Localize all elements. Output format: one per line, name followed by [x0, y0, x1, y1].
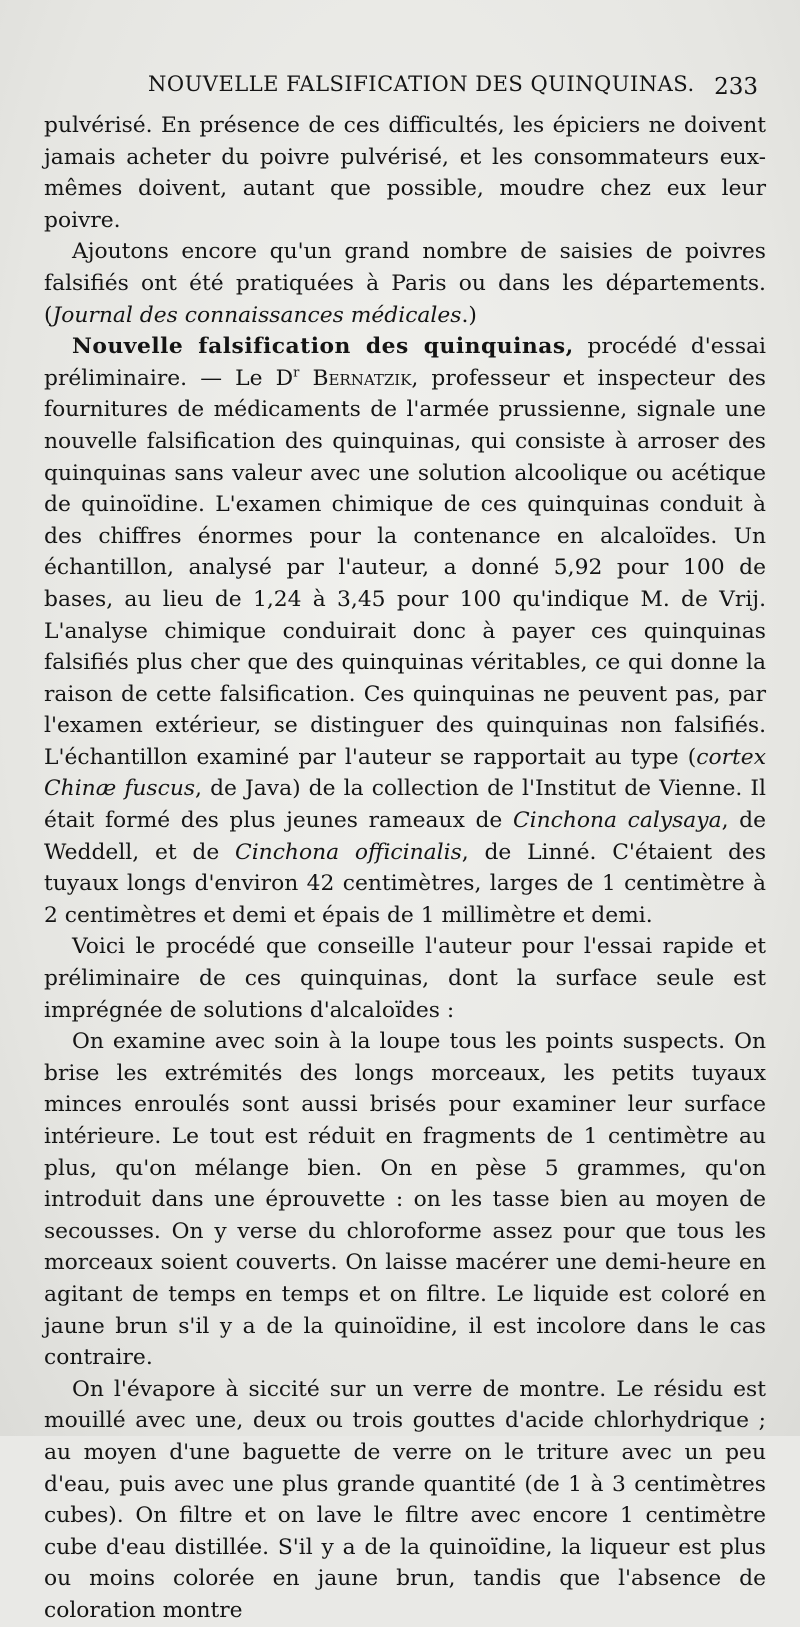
paragraph-quinquina-part-e: , de Linné. C'étaient des tuyaux longs d'environ 42 centimètres, larges de 1 centimètre à 2 centimètres et demi et épais de 1 millimètre et demi. [44, 839, 766, 928]
paragraph-procedure-examination: On examine avec soin à la loupe tous les points suspects. On brise les extrémités des longs morceaux, les petits tuyaux minces enroulés sont aussi brisés pour examiner leur surface intérieure. Le tout est réduit en fragments de 1 centimètre au plus, qu'on mélange bien. On en pèse 5 grammes, qu'on introduit dans une éprouvette : on les tasse bien au moyen de secousses. On y verse du chloroforme assez pour que tous les morceaux soient couverts. On laisse macérer une demi-heure en agitant de temps en temps et on filtre. Le liquide est coloré en jaune brun s'il y a de la quinoïdine, il est incolore dans le cas contraire. [44, 1029, 766, 1371]
author-name: Bernatzik [312, 365, 412, 391]
species-calysaya: Cinchona calysaya [512, 808, 722, 834]
journal-citation: Journal des connaissances médicales [52, 302, 462, 328]
body-text [44, 110, 766, 1627]
species-cortex: cortex Chinæ fuscus [44, 744, 766, 802]
paragraph-quinquina-part-c: , de Java) de la collection de l'Institut de Vienne. Il était formé des plus jeunes rameaux de [44, 776, 766, 834]
section-heading: Nouvelle falsification des quinquinas, [72, 334, 574, 360]
running-head [44, 66, 766, 106]
paragraph-quinquina-part-b: , professeur et inspecteur des fournitures de médicaments de l'armée prussienne, signale une nouvelle falsification des quinquinas, qui consiste à arroser des quinquinas sans valeur avec une solution alcoolique ou acétique de quinoïdine. L'examen chimique de ces quinquinas conduit à des chiffres énormes pour la contenance en alcaloïdes. Un échantillon, analysé par l'auteur, a donné 5,92 pour 100 de bases, au lieu de 1,24 à 3,45 pour 100 qu'indique M. de Vrij. L'analyse chimique conduirait donc à payer ces quinquinas falsifiés plus cher que des quinquinas véritables, ce qui donne la raison de cette falsification. Ces quinquinas ne peuvent pas, par l'examen extérieur, se distinguer des quinquinas non falsifiés. L'échantillon examiné par l'auteur se rapportait au type ( [44, 365, 766, 770]
paragraph-pepper-seizures-text: Ajoutons encore qu'un grand nombre de saisies de poivres falsifiés ont été pratiquées à Paris ou dans les départements. ( [44, 239, 766, 328]
page-number: 233 [714, 74, 758, 100]
paragraph-quinquina-part-a: procédé d'essai préliminaire. — Le D [44, 334, 767, 391]
paragraph-pepper-seizures [44, 236, 766, 331]
journal-citation-end: .) [461, 302, 477, 328]
doctor-superscript: r [293, 365, 300, 381]
paragraph-quinquina-part-d: , de Weddell, et de [44, 808, 766, 865]
species-officinalis: Cinchona officinalis [235, 839, 462, 865]
paragraph-quinquina-falsification [44, 331, 766, 931]
paragraph-pepper-conclusion: pulvérisé. En présence de ces difficultés, les épiciers ne doivent jamais acheter du poivre pulvérisé, et les consommateurs eux-mêmes doivent, autant que possible, moudre chez eux leur poivre. [44, 113, 766, 233]
running-title: NOUVELLE FALSIFICATION DES QUINQUINAS. [148, 72, 695, 96]
paragraph-procedure-evaporation: On l'évapore à siccité sur un verre de montre. Le résidu est mouillé avec une, deux ou trois gouttes d'acide chlorhydrique ; au moyen d'une baguette de verre on le triture avec un peu d'eau, puis avec une plus grande quantité (de 1 à 3 centimètres cubes). On filtre et on lave le filtre avec encore 1 centimètre cube d'eau distillée. S'il y a de la quinoïdine, la liqueur est plus ou moins colorée en jaune brun, tandis que l'absence de coloration montre [44, 1376, 766, 1623]
paragraph-procedure-intro: Voici le procédé que conseille l'auteur pour l'essai rapide et préliminaire de ces quinquinas, dont la surface seule est imprégnée de solutions d'alcaloïdes : [44, 934, 766, 1023]
